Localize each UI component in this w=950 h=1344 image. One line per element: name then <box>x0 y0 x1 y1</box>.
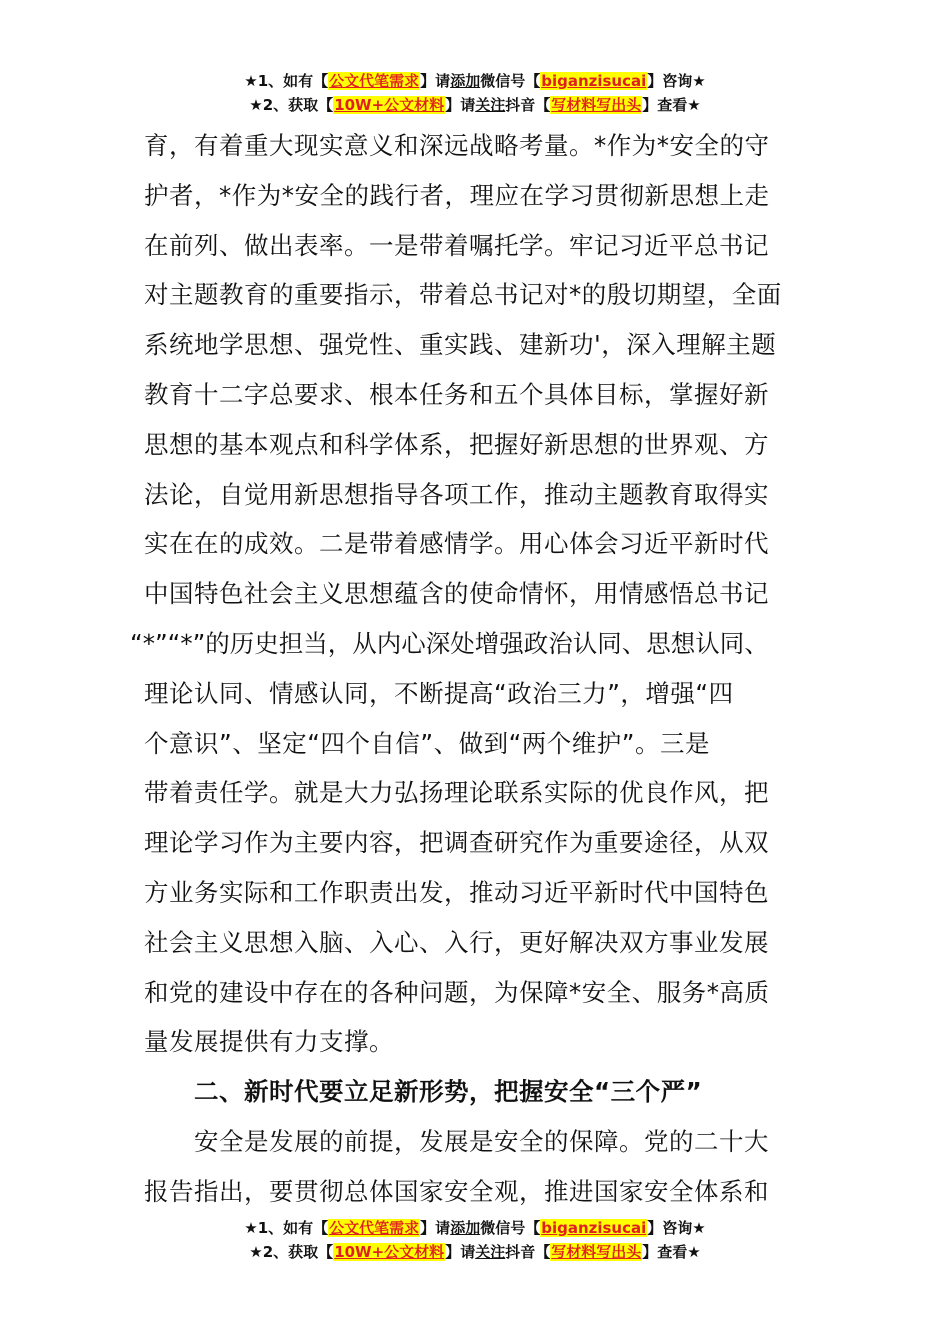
body-line: 教育十二字总要求、根本任务和五个具体目标，掌握好新 <box>144 379 769 409</box>
body-line: 理论学习作为主要内容，把调查研究作为重要途径，从双 <box>144 828 769 858</box>
body-line: 个意识”、坚定“四个自信”、做到“两个维护”。三是 <box>144 728 710 758</box>
body-line: 量发展提供有力支撑。 <box>144 1027 394 1057</box>
body-line: 方业务实际和工作职责出发，推动习近平新时代中国特色 <box>144 877 769 907</box>
highlight-text: 10W+公文材料 <box>334 96 445 114</box>
body-line: 带着责任学。就是大力弘扬理论联系实际的优良作风，把 <box>144 778 769 808</box>
banner-line-1: ★1、如有【公文代笔需求】请添加微信号【biganzisucai】咨询★ <box>244 72 706 90</box>
header-banner <box>0 69 950 117</box>
body-line: 中国特色社会主义思想蕴含的使命情怀，用情感悟总书记 <box>144 579 769 609</box>
body-line: 思想的基本观点和科学体系，把握好新思想的世界观、方 <box>144 429 769 459</box>
body-line: 法论，自觉用新思想指导各项工作，推动主题教育取得实 <box>144 479 769 509</box>
body-line: 报告指出，要贯彻总体国家安全观，推进国家安全体系和 <box>144 1176 769 1206</box>
wechat-id-highlight: biganzisucai <box>541 1219 647 1237</box>
highlight-text: 公文代笔需求 <box>329 72 420 90</box>
banner-line-1: ★1、如有【公文代笔需求】请添加微信号【biganzisucai】咨询★ <box>244 1219 706 1237</box>
body-line: 在前列、做出表率。一是带着嘱托学。牢记习近平总书记 <box>144 230 769 260</box>
body-line: 实在在的成效。二是带着感情学。用心体会习近平新时代 <box>144 529 769 559</box>
body-line: 系统地学思想、强党性、重实践、建新功'，深入理解主题 <box>144 330 777 360</box>
douyin-id-highlight: 写材料写出头 <box>551 1243 642 1261</box>
highlight-text: 公文代笔需求 <box>329 1219 420 1237</box>
body-line: 对主题教育的重要指示，带着总书记对*的殷切期望，全面 <box>144 280 782 310</box>
document-body <box>130 121 814 1217</box>
section-heading: 二、新时代要立足新形势，把握安全“三个严” <box>194 1077 703 1107</box>
wechat-id-highlight: biganzisucai <box>541 72 647 90</box>
body-line: 和党的建设中存在的各种问题，为保障*安全、服务*高质 <box>144 977 770 1007</box>
body-line: “*”“*”的历史担当，从内心深处增强政治认同、思想认同、 <box>130 628 769 658</box>
body-line: 育，有着重大现实意义和深远战略考量。*作为*安全的守 <box>144 131 770 160</box>
body-line: 安全是发展的前提，发展是安全的保障。党的二十大 <box>194 1126 769 1156</box>
highlight-text: 10W+公文材料 <box>334 1243 445 1261</box>
body-line: 理论认同、情感认同，不断提高“政治三力”，增强“四 <box>144 678 734 708</box>
body-line: 社会主义思想入脑、入心、入行，更好解决双方事业发展 <box>144 927 769 957</box>
douyin-id-highlight: 写材料写出头 <box>551 96 642 114</box>
body-line: 护者，*作为*安全的践行者，理应在学习贯彻新思想上走 <box>144 180 770 210</box>
footer-banner <box>0 1216 950 1264</box>
banner-line-2: ★2、获取【10W+公文材料】请关注抖音【写材料写出头】查看★ <box>249 96 701 114</box>
banner-line-2: ★2、获取【10W+公文材料】请关注抖音【写材料写出头】查看★ <box>249 1243 701 1261</box>
